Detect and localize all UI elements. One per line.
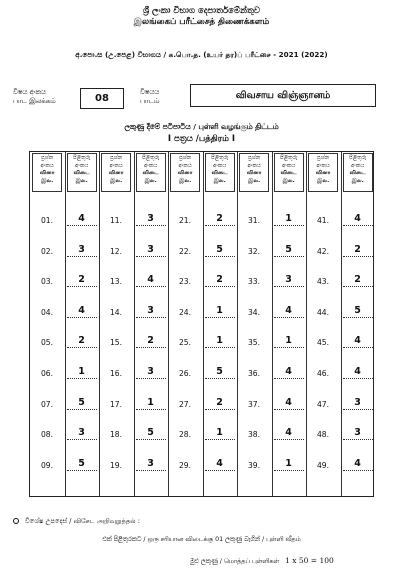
header-line-tamil: இல. bbox=[351, 177, 364, 184]
answer-value: 1 bbox=[216, 335, 223, 347]
answer-value: 4 bbox=[78, 304, 85, 316]
question-number: 04. bbox=[40, 307, 54, 317]
answer-no-header bbox=[274, 153, 304, 192]
answer-value: 2 bbox=[78, 274, 85, 286]
header-line-sinhala: අංකය bbox=[178, 162, 192, 169]
answer-value: 2 bbox=[216, 396, 223, 408]
subject-no-label bbox=[13, 88, 56, 106]
header-line-tamil: இல. bbox=[213, 177, 226, 184]
column-divider bbox=[65, 152, 66, 496]
question-number: 22. bbox=[178, 246, 192, 256]
answer-dotted-line bbox=[67, 439, 97, 440]
answer-value: 4 bbox=[354, 335, 361, 347]
answer-dotted-line bbox=[67, 378, 97, 379]
answer-value: 5 bbox=[285, 243, 292, 255]
column-divider bbox=[99, 152, 100, 496]
answer-dotted-line bbox=[343, 256, 373, 257]
answer-dotted-line bbox=[274, 409, 304, 410]
department-title-tamil: இலங்கைப் பரீட்சைத் திணைக்களம் bbox=[133, 17, 270, 27]
question-number: 15. bbox=[109, 338, 123, 348]
header-line-sinhala: අංකය bbox=[109, 162, 123, 169]
answer-dotted-line bbox=[343, 439, 373, 440]
answer-dotted-line bbox=[274, 256, 304, 257]
question-number: 37. bbox=[247, 399, 261, 409]
answer-value: 3 bbox=[147, 366, 154, 377]
answer-dotted-line bbox=[205, 378, 235, 379]
answer-value: 5 bbox=[216, 243, 223, 255]
question-number: 48. bbox=[316, 430, 330, 440]
answer-dotted-line bbox=[205, 409, 235, 410]
answer-dotted-line bbox=[205, 256, 235, 257]
answer-value: 2 bbox=[147, 335, 154, 347]
question-number: 29. bbox=[178, 460, 192, 470]
question-number: 16. bbox=[109, 369, 123, 378]
question-number: 41. bbox=[316, 216, 330, 225]
question-number: 46. bbox=[316, 369, 330, 378]
answer-value: 2 bbox=[354, 243, 361, 255]
header-line-tamil: இல. bbox=[179, 177, 192, 184]
answer-value: 1 bbox=[285, 213, 292, 224]
answer-dotted-line bbox=[274, 225, 304, 226]
answer-value: 5 bbox=[78, 457, 85, 469]
answer-dotted-line bbox=[136, 225, 166, 226]
header-line-tamil: இல. bbox=[110, 177, 123, 184]
answer-value: 1 bbox=[147, 396, 154, 408]
question-no-header bbox=[239, 153, 269, 192]
question-number: 28. bbox=[178, 430, 192, 440]
header-line-tamil: விடை bbox=[349, 170, 366, 177]
question-number: 19. bbox=[109, 460, 123, 470]
question-number: 17. bbox=[109, 399, 123, 409]
answer-dotted-line bbox=[343, 317, 373, 318]
question-number: 26. bbox=[178, 369, 192, 378]
question-number: 44. bbox=[316, 307, 330, 317]
answer-dotted-line bbox=[136, 256, 166, 257]
answer-table bbox=[29, 151, 374, 497]
department-title-sinhala: ශ්‍රී ලංකා විභාග දෙපාර්තමේන්තුව bbox=[143, 6, 260, 16]
header-line-tamil: இல. bbox=[41, 177, 54, 184]
header-line-sinhala: අංකය bbox=[74, 162, 89, 169]
subject-no-label-sinhala: විෂය අංකය bbox=[13, 88, 46, 96]
subject-name-box: விவசாய விஞ்ஞானம் bbox=[190, 84, 376, 107]
answer-value: 1 bbox=[216, 304, 223, 316]
question-number: 09. bbox=[40, 460, 54, 470]
question-number: 11. bbox=[109, 216, 123, 225]
header-line-tamil: வினா bbox=[177, 170, 193, 177]
marking-scheme-title: ලකුණු දීමේ පටිපාටිය / புள்ளி வழங்கும் திட்டம் bbox=[124, 122, 279, 131]
question-number: 25. bbox=[178, 338, 192, 348]
answer-dotted-line bbox=[343, 409, 373, 410]
header-line-sinhala: අංකය bbox=[281, 162, 296, 169]
question-number: 32. bbox=[247, 246, 261, 256]
answer-value: 3 bbox=[147, 213, 154, 224]
question-no-header bbox=[32, 153, 62, 192]
answer-no-header bbox=[343, 153, 373, 192]
header-line-sinhala: ප්‍රශ්න bbox=[41, 155, 54, 161]
answer-dotted-line bbox=[205, 347, 235, 348]
answer-dotted-line bbox=[67, 317, 97, 318]
answer-dotted-line bbox=[343, 347, 373, 348]
header-line-sinhala: අංකය bbox=[212, 162, 227, 169]
answer-dotted-line bbox=[67, 256, 97, 257]
subject-number-box: 08 bbox=[80, 88, 124, 109]
column-divider bbox=[134, 152, 135, 496]
header-line-sinhala: පිළිතුරු bbox=[280, 155, 298, 161]
special-note-text: විශේෂ උපදෙස් / விசேட அறிவுறுத்தல் : bbox=[25, 517, 140, 525]
column-divider bbox=[203, 152, 204, 496]
answer-dotted-line bbox=[136, 439, 166, 440]
subject-name-label-sinhala: විෂයය bbox=[140, 88, 160, 96]
answer-no-header bbox=[136, 153, 166, 192]
header-line-sinhala: ප්‍රශ්න bbox=[179, 155, 192, 161]
question-no-header bbox=[101, 153, 131, 192]
answer-value: 4 bbox=[285, 396, 292, 408]
header-line-sinhala: අංකය bbox=[40, 162, 54, 169]
header-line-sinhala: අංකය bbox=[247, 162, 261, 169]
column-divider bbox=[168, 152, 169, 496]
answer-value: 2 bbox=[78, 335, 85, 347]
answer-dotted-line bbox=[67, 286, 97, 287]
question-number: 01. bbox=[40, 216, 54, 225]
answer-dotted-line bbox=[136, 470, 166, 471]
bullet-icon bbox=[13, 518, 19, 524]
question-number: 18. bbox=[109, 430, 123, 440]
question-number: 33. bbox=[247, 277, 261, 287]
answer-value: 3 bbox=[147, 243, 154, 255]
answer-dotted-line bbox=[205, 470, 235, 471]
answer-value: 4 bbox=[147, 274, 154, 286]
answer-value: 3 bbox=[147, 304, 154, 316]
question-number: 35. bbox=[247, 338, 261, 348]
exam-title: අ.පො.ස (උ.පෙළ) විභාගය / க.பொ.த. (உயர் தர)ப் பரீட்சை - 2021 (2022) bbox=[75, 50, 328, 59]
question-number: 24. bbox=[178, 307, 192, 317]
header-line-tamil: இல. bbox=[144, 177, 157, 184]
answer-dotted-line bbox=[343, 225, 373, 226]
answer-no-header bbox=[67, 153, 97, 192]
header-line-tamil: வினா bbox=[246, 170, 262, 177]
header-line-sinhala: පිළිතුරු bbox=[211, 155, 229, 161]
marks-per-answer: එක් පිළිතුරකට / ஒரு சரியான விடைக்கு 01 ලකුණු බැගින් / புள்ளி வீதம் bbox=[102, 536, 301, 543]
answer-value: 5 bbox=[354, 304, 361, 316]
answer-dotted-line bbox=[136, 347, 166, 348]
question-no-header bbox=[170, 153, 200, 192]
header-line-tamil: வினா bbox=[315, 170, 331, 177]
answer-value: 3 bbox=[78, 243, 85, 255]
answer-dotted-line bbox=[274, 378, 304, 379]
answer-dotted-line bbox=[67, 347, 97, 348]
header-line-sinhala: පිළිතුරු bbox=[349, 155, 367, 161]
question-number: 07. bbox=[40, 399, 54, 409]
header-line-sinhala: ප්‍රශ්න bbox=[248, 155, 261, 161]
question-number: 34. bbox=[247, 307, 261, 317]
header-line-tamil: இல. bbox=[75, 177, 88, 184]
header-line-tamil: இல. bbox=[317, 177, 330, 184]
answer-value: 3 bbox=[147, 457, 154, 469]
answer-dotted-line bbox=[67, 409, 97, 410]
question-number: 36. bbox=[247, 369, 261, 378]
answer-dotted-line bbox=[205, 439, 235, 440]
answer-dotted-line bbox=[343, 470, 373, 471]
answer-value: 2 bbox=[216, 213, 223, 224]
answer-value: 4 bbox=[285, 427, 292, 439]
answer-value: 2 bbox=[354, 274, 361, 286]
question-number: 13. bbox=[109, 277, 123, 287]
question-number: 49. bbox=[316, 460, 330, 470]
column-divider bbox=[272, 152, 273, 496]
answer-value: 1 bbox=[285, 457, 292, 469]
answer-value: 1 bbox=[78, 366, 85, 377]
answer-dotted-line bbox=[274, 286, 304, 287]
question-number: 08. bbox=[40, 430, 54, 440]
answer-value: 5 bbox=[216, 366, 223, 377]
question-number: 39. bbox=[247, 460, 261, 470]
special-note bbox=[13, 517, 140, 526]
answer-dotted-line bbox=[136, 378, 166, 379]
answer-dotted-line bbox=[136, 286, 166, 287]
answer-value: 2 bbox=[216, 274, 223, 286]
question-number: 38. bbox=[247, 430, 261, 440]
total-marks-label: මුළු ලකුණු / மொத்தப் புள்ளிகள் bbox=[190, 558, 280, 565]
header-line-tamil: விடை bbox=[280, 170, 297, 177]
answer-dotted-line bbox=[274, 470, 304, 471]
answer-value: 4 bbox=[285, 304, 292, 316]
question-number: 02. bbox=[40, 246, 54, 256]
answer-dotted-line bbox=[274, 439, 304, 440]
answer-value: 4 bbox=[354, 457, 361, 469]
question-number: 06. bbox=[40, 369, 54, 378]
paper-title: I පත්‍රය /பத்திரம் I bbox=[167, 134, 236, 144]
header-line-sinhala: ප්‍රශ්න bbox=[110, 155, 123, 161]
header-line-tamil: விடை bbox=[73, 170, 90, 177]
header-line-tamil: வினா bbox=[39, 170, 55, 177]
answer-dotted-line bbox=[343, 378, 373, 379]
column-divider bbox=[237, 152, 238, 496]
subject-name-label-tamil: பாடம் bbox=[140, 97, 160, 105]
header-line-tamil: விடை bbox=[142, 170, 159, 177]
answer-value: 3 bbox=[78, 427, 85, 439]
subject-name-label bbox=[140, 88, 160, 106]
column-divider bbox=[341, 152, 342, 496]
question-number: 45. bbox=[316, 338, 330, 348]
answer-value: 4 bbox=[78, 213, 85, 224]
answer-value: 5 bbox=[78, 396, 85, 408]
header-line-sinhala: අංකය bbox=[350, 162, 365, 169]
header-line-sinhala: පිළිතුරු bbox=[73, 155, 91, 161]
question-number: 23. bbox=[178, 277, 192, 287]
answer-dotted-line bbox=[67, 225, 97, 226]
answer-value: 3 bbox=[354, 396, 361, 408]
question-number: 47. bbox=[316, 399, 330, 409]
question-number: 42. bbox=[316, 246, 330, 256]
question-number: 43. bbox=[316, 277, 330, 287]
answer-dotted-line bbox=[274, 317, 304, 318]
answer-dotted-line bbox=[67, 470, 97, 471]
question-number: 05. bbox=[40, 338, 54, 348]
question-number: 21. bbox=[178, 216, 192, 225]
answer-dotted-line bbox=[205, 286, 235, 287]
question-number: 14. bbox=[109, 307, 123, 317]
question-no-header bbox=[308, 153, 338, 192]
answer-dotted-line bbox=[274, 347, 304, 348]
answer-dotted-line bbox=[343, 286, 373, 287]
answer-dotted-line bbox=[136, 317, 166, 318]
answer-no-header bbox=[205, 153, 235, 192]
question-number: 27. bbox=[178, 399, 192, 409]
column-divider bbox=[306, 152, 307, 496]
answer-dotted-line bbox=[136, 409, 166, 410]
answer-value: 3 bbox=[285, 274, 292, 286]
subject-no-label-tamil: பாட இலக்கம் bbox=[13, 97, 56, 105]
answer-value: 1 bbox=[216, 427, 223, 439]
header-line-tamil: வினா bbox=[108, 170, 124, 177]
answer-value: 3 bbox=[354, 427, 361, 439]
answer-value: 4 bbox=[285, 366, 292, 377]
header-line-sinhala: ප්‍රශ්න bbox=[317, 155, 330, 161]
question-number: 31. bbox=[247, 216, 261, 225]
header-line-tamil: விடை bbox=[211, 170, 228, 177]
answer-value: 4 bbox=[216, 457, 223, 469]
total-marks-formula: 1 x 50 = 100 bbox=[285, 556, 334, 565]
header-line-sinhala: අංකය bbox=[143, 162, 158, 169]
question-number: 03. bbox=[40, 277, 54, 287]
answer-dotted-line bbox=[205, 317, 235, 318]
total-marks bbox=[190, 556, 334, 566]
header-line-tamil: இல. bbox=[248, 177, 261, 184]
header-line-sinhala: පිළිතුරු bbox=[142, 155, 160, 161]
header-line-tamil: இல. bbox=[282, 177, 295, 184]
answer-value: 5 bbox=[147, 427, 154, 439]
answer-value: 4 bbox=[354, 213, 361, 224]
answer-value: 1 bbox=[285, 335, 292, 347]
header-line-sinhala: අංකය bbox=[316, 162, 330, 169]
question-number: 12. bbox=[109, 246, 123, 256]
answer-value: 4 bbox=[354, 366, 361, 377]
answer-dotted-line bbox=[205, 225, 235, 226]
